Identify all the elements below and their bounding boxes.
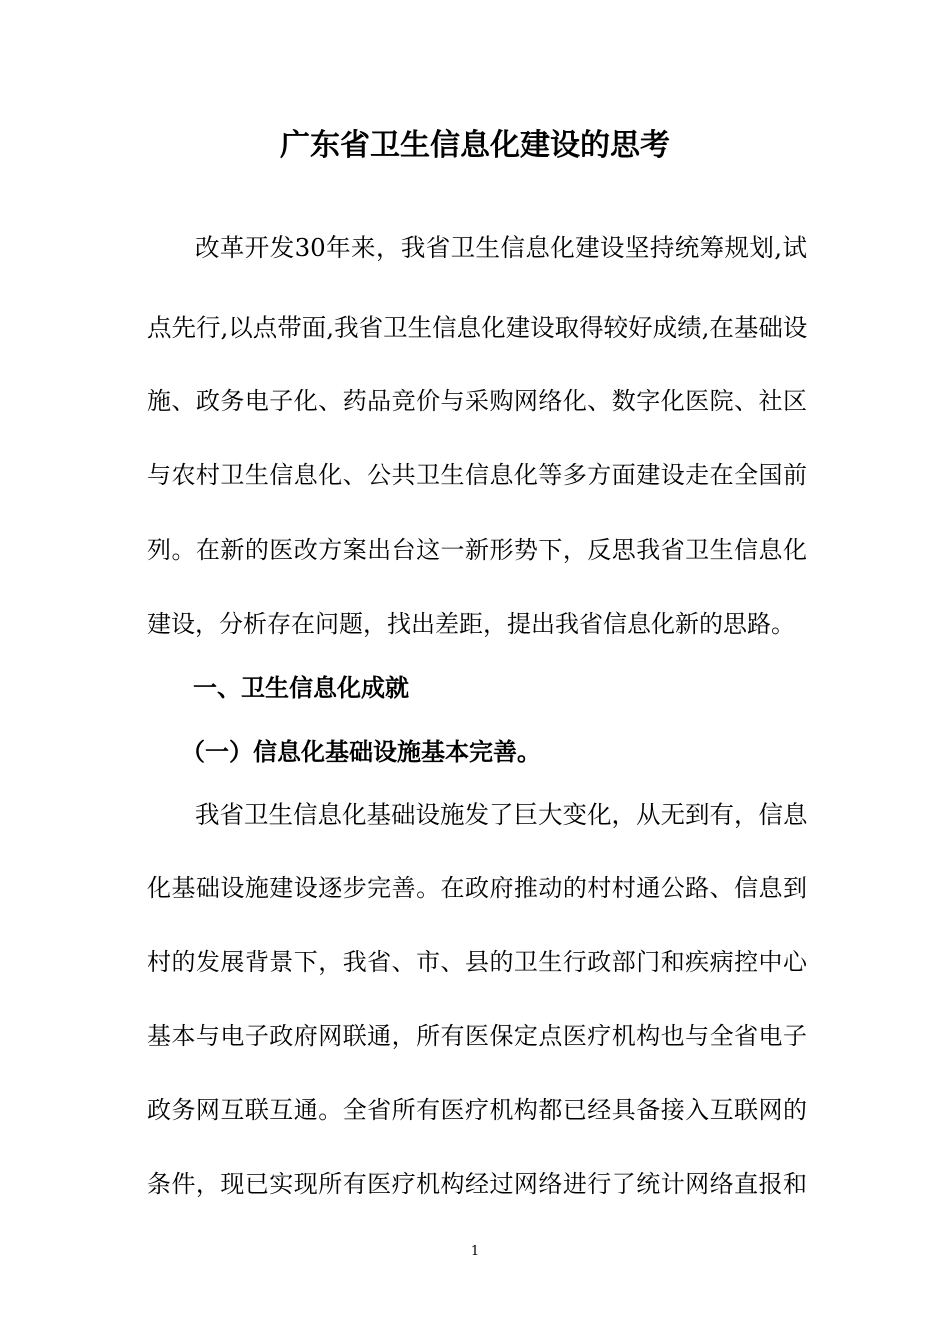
page-number: 1 [470,1244,480,1259]
paragraph-line: 条件，现已实现所有医疗机构经过网络进行了统计网络直报和 [147,1170,807,1198]
paragraph-line: 建设，分析存在问题，找出差距，提出我省信息化新的思路。 [147,610,795,638]
section-heading: 一、卫生信息化成就 [193,674,409,702]
paragraph-line: 与农村卫生信息化、公共卫生信息化等多方面建设走在全国前 [147,461,807,489]
paragraph-line: 化基础设施建设逐步完善。在政府推动的村村通公路、信息到 [147,874,807,902]
paragraph-line: 我省卫生信息化基础设施发了巨大变化，从无到有，信息 [195,800,808,829]
paragraph-line: 政务网互联互通。全省所有医疗机构都已经具备接入互联网的 [147,1096,807,1124]
paragraph-line: 村的发展背景下，我省、市、县的卫生行政部门和疾病控中心 [147,948,807,976]
subsection-heading: （一）信息化基础设施基本完善。 [181,738,541,766]
paragraph-line: 列。在新的医改方案出台这一新形势下，反思我省卫生信息化 [147,536,807,564]
paragraph-line: 改革开发30年来，我省卫生信息化建设坚持统筹规划,试 [195,233,807,262]
paragraph-line: 基本与电子政府网联通，所有医保定点医疗机构也与全省电子 [147,1022,807,1050]
document-title: 广东省卫生信息化建设的思考 [280,128,670,163]
paragraph-line: 点先行,以点带面,我省卫生信息化建设取得较好成绩,在基础设 [147,313,808,342]
paragraph-line: 施、政务电子化、药品竞价与采购网络化、数字化医院、社区 [147,387,807,415]
